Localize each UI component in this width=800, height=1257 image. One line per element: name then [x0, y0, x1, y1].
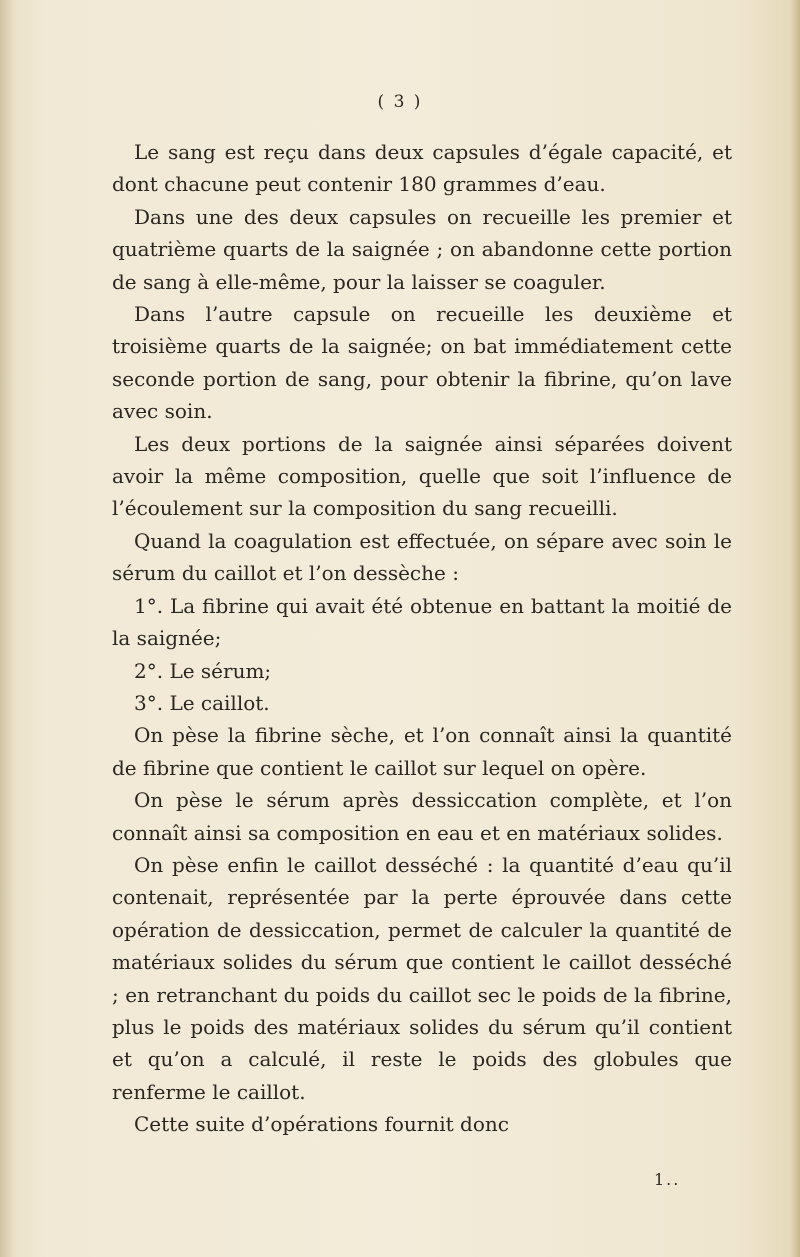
signature-mark: 1..	[654, 1170, 681, 1189]
paragraph: Quand la coagulation est effectuée, on sépare avec soin le sérum du caillot et l’on dessèche :	[112, 528, 732, 586]
body-text	[112, 136, 732, 1141]
page-number: ( 3 )	[377, 92, 423, 112]
paragraph: Le sang est reçu dans deux capsules d’égale capacité, et dont chacune peut contenir 180 grammes d’eau.	[112, 140, 732, 197]
paragraph: Dans l’autre capsule on recueille les deuxième et troisième quarts de la saignée; on bat immédiatement cette seconde portion de sang, pour obtenir la fibrine, qu’on lave avec soin.	[112, 302, 732, 424]
paragraph: On pèse la fibrine sèche, et l’on connaît ainsi la quantité de fibrine que contient le caillot sur lequel on opère.	[112, 723, 732, 780]
paragraph: On pèse le sérum après dessiccation complète, et l’on connaît ainsi sa composition en eau et en matériaux solides.	[112, 788, 732, 845]
paragraph: Dans une des deux capsules on recueille les premier et quatrième quarts de la saignée ; on abandonne cette portion de sang à elle-même, pour la laisser se coaguler.	[112, 204, 732, 294]
paragraph: Cette suite d’opérations fournit donc	[134, 1112, 509, 1137]
list-item: 2°. Le sérum;	[134, 658, 272, 683]
list-item: 1°. La fibrine qui avait été obtenue en battant la moitié de la saignée;	[112, 593, 732, 651]
page-gutter-shadow	[0, 0, 14, 1257]
page-edge	[790, 0, 800, 1257]
paragraph: On pèse enfin le caillot desséché : la quantité d’eau qu’il contenait, représentée par la perte éprouvée dans cette opération de dessiccation, permet de calculer la quantité de matériaux solides du sérum que contient le caillot desséché ; en retranchant du poids du caillot sec le poids de la fibrine, plus le poids des matériaux solides du sérum qu’il contient et qu’on a calculé, il reste le poids des globules que renferme le caillot.	[112, 852, 732, 1104]
paragraph: Les deux portions de la saignée ainsi séparées doivent avoir la même composition, quelle que soit l’influence de l’écoulement sur la composition du sang recueilli.	[112, 431, 732, 521]
list-item: 3°. Le caillot.	[134, 690, 270, 715]
